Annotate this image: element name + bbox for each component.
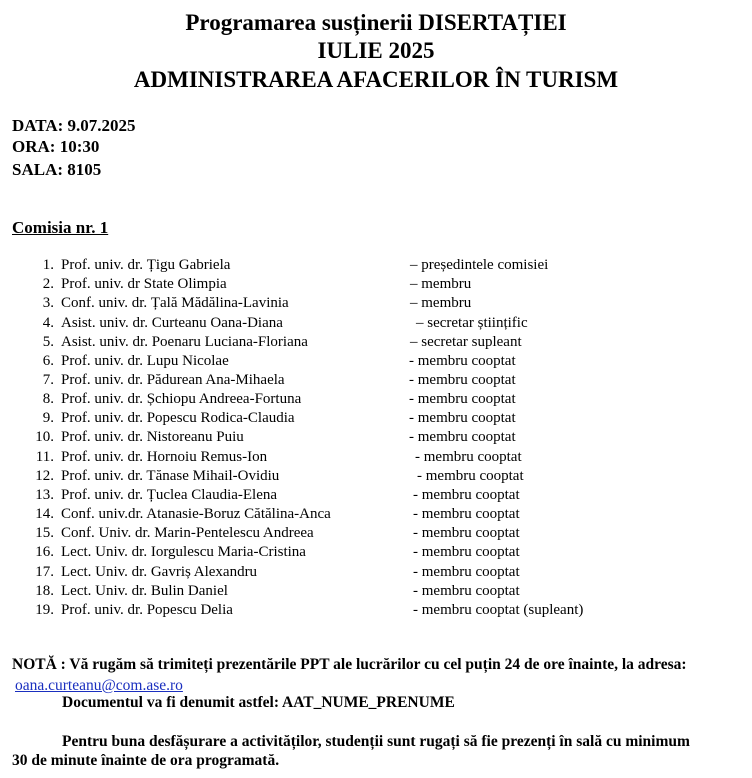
member-role: - membru cooptat — [409, 372, 516, 388]
member-role: - membru cooptat — [417, 468, 524, 484]
member-number: 9. — [42, 410, 54, 426]
exam-room: SALA: 8105 — [12, 160, 102, 179]
member-role: - membru cooptat — [409, 410, 516, 426]
member-number: 19. — [35, 602, 54, 618]
member-number: 17. — [35, 564, 54, 580]
member-role: - membru cooptat — [409, 391, 516, 407]
member-number: 18. — [35, 583, 54, 599]
member-number: 13. — [35, 487, 54, 503]
member-name: Conf. univ. dr. Țală Mădălina-Lavinia — [61, 295, 289, 311]
note-text: NOTĂ : Vă rugăm să trimiteți prezentările PPT ale lucrărilor cu cel puțin 24 de ore înainte, la adresa: — [12, 656, 687, 673]
member-name: Prof. univ. dr. Țuclea Claudia-Elena — [61, 487, 278, 503]
member-name: Prof. univ. dr. Popescu Delia — [61, 602, 233, 618]
member-role: - membru cooptat — [413, 525, 520, 541]
member-name: Prof. univ. dr. Nistoreanu Puiu — [61, 429, 244, 445]
member-number: 12. — [35, 468, 54, 484]
member-name: Prof. univ. dr. Tănase Mihail-Ovidiu — [61, 468, 280, 484]
member-role: - membru cooptat (supleant) — [413, 602, 584, 618]
member-name: Asist. univ. dr. Poenaru Luciana-Floriana — [61, 334, 308, 350]
email-link[interactable]: oana.curteanu@com.ase.ro — [15, 677, 183, 694]
member-number: 4. — [42, 315, 54, 331]
member-name: Asist. univ. dr. Curteanu Oana-Diana — [61, 315, 283, 331]
member-role: – membru — [410, 295, 472, 311]
title-line-2: IULIE 2025 — [317, 38, 435, 63]
member-role: – membru — [410, 276, 472, 292]
document-naming-instruction: Documentul va fi denumit astfel: AAT_NUME_PRENUME — [62, 694, 455, 711]
member-name: Prof. univ. dr State Olimpia — [61, 276, 227, 292]
member-number: 15. — [35, 525, 54, 541]
member-number: 14. — [35, 506, 54, 522]
title-line-3: ADMINISTRAREA AFACERILOR ÎN TURISM — [133, 67, 619, 92]
member-name: Lect. Univ. dr. Bulin Daniel — [61, 583, 228, 599]
member-role: - membru cooptat — [413, 583, 520, 599]
member-number: 2. — [42, 276, 54, 292]
member-name: Prof. univ. dr. Pădurean Ana-Mihaela — [61, 372, 285, 388]
attendance-note-line-1: Pentru buna desfășurare a activităților, studenții sunt rugați să fie prezenți în sală cu minimum — [62, 733, 690, 750]
member-role: - membru cooptat — [409, 429, 516, 445]
attendance-note-line-2: 30 de minute înainte de ora programată. — [12, 752, 280, 769]
title-line-1: Programarea susținerii DISERTAȚIEI — [185, 10, 567, 35]
member-number: 16. — [35, 544, 54, 560]
member-number: 11. — [35, 449, 54, 465]
member-role: - membru cooptat — [413, 487, 520, 503]
member-role: - membru cooptat — [413, 506, 520, 522]
member-role: - membru cooptat — [413, 564, 520, 580]
member-role: – secretar științific — [416, 315, 528, 331]
member-name: Conf. Univ. dr. Marin-Pentelescu Andreea — [61, 525, 314, 541]
member-name: Lect. Univ. dr. Iorgulescu Maria-Cristina — [61, 544, 306, 560]
member-number: 6. — [42, 353, 54, 369]
member-role: – președintele comisiei — [410, 257, 549, 273]
member-name: Prof. univ. dr. Lupu Nicolae — [61, 353, 229, 369]
member-number: 3. — [42, 295, 54, 311]
member-name: Prof. univ. dr. Hornoiu Remus-Ion — [61, 449, 268, 465]
member-number: 1. — [42, 257, 54, 273]
member-name: Prof. univ. dr. Popescu Rodica-Claudia — [61, 410, 295, 426]
commission-title: Comisia nr. 1 — [12, 218, 109, 237]
member-number: 7. — [42, 372, 54, 388]
member-name: Conf. univ.dr. Atanasie-Boruz Cătălina-Anca — [61, 506, 331, 522]
member-role: - membru cooptat — [409, 353, 516, 369]
member-name: Prof. univ. dr. Șchiopu Andreea-Fortuna — [61, 391, 302, 407]
member-role: – secretar supleant — [410, 334, 522, 350]
member-name: Lect. Univ. dr. Gavriș Alexandru — [61, 564, 258, 580]
exam-date: DATA: 9.07.2025 — [12, 116, 136, 135]
exam-time: ORA: 10:30 — [12, 137, 100, 156]
member-name: Prof. univ. dr. Țigu Gabriela — [61, 257, 231, 273]
member-number: 8. — [42, 391, 54, 407]
member-number: 5. — [42, 334, 54, 350]
member-role: - membru cooptat — [413, 544, 520, 560]
member-role: - membru cooptat — [415, 449, 522, 465]
member-number: 10. — [35, 429, 54, 445]
